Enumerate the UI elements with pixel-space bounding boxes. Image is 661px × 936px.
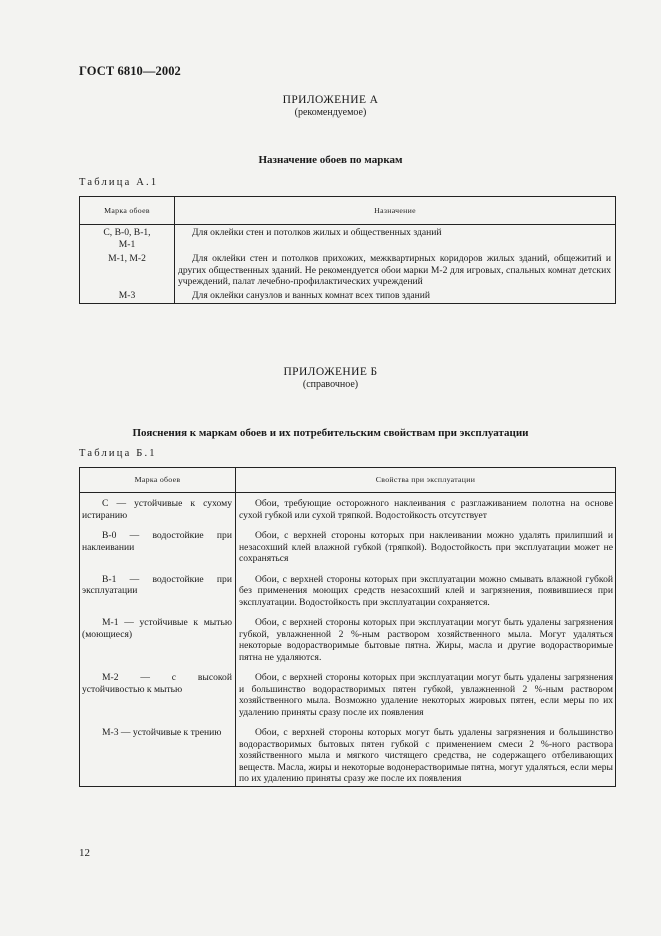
appendix-b-subtitle: (справочное) (302, 379, 359, 390)
table-row (80, 565, 616, 609)
table-a1-cell-mark: С, В-0, В-1, М-1 (80, 225, 175, 251)
table-a1-cell-purpose (175, 225, 616, 251)
table-b1-cell-props: Обои, с верхней стороны которых при эксплуатации могут быть удалены загрязнения и большинство водорастворимых пятен губкой, увлажненной 2 %-ным раствором хозяйственного мыла. Возможно удаление некоторых жировых пятен, если меры по их удалению приняты сразу после их появления (236, 663, 616, 718)
table-a1-header-purpose: Назначение (175, 197, 616, 225)
appendix-a-subtitle: (рекомендуемое) (294, 107, 367, 118)
table-b1-label: Таблица Б.1 (79, 448, 157, 459)
standard-header: ГОСТ 6810—2002 (79, 64, 181, 78)
table-b1-header-props: Свойства при эксплуатации (236, 468, 616, 493)
table-a1-cell-purpose-text: Для оклейки стен и потолков жилых и общественных зданий (192, 227, 442, 238)
table-row (80, 225, 616, 251)
table-row (80, 493, 616, 522)
table-b1-header-mark: Марка обоев (80, 468, 236, 493)
table-b1-cell-mark: С — устойчивые к сухому истиранию (80, 493, 236, 522)
table-a1-cell-purpose-text: Для оклейки стен и потолков прихожих, межквартирных коридоров жилых зданий, общежитий и других общественных зданий. Не рекомендуется обои марки М-2 для игровых, спальных комнат детских учреждений, палат лечебно-профилактических учреждений (178, 253, 611, 287)
appendix-b-heading: Пояснения к маркам обоев и их потребительским свойствам при эксплуатации (132, 427, 529, 439)
table-a1-cell-mark: М-1, М-2 (80, 250, 175, 288)
table-b1-cell-props: Обои, с верхней стороны которых при наклеивании можно удалять прилипший и незасохший клей влажной губкой (тряпкой). Водостойкость при эксплуатации может не сохраняться (236, 521, 616, 565)
table-a1-cell-purpose (175, 288, 616, 304)
table-b1-cell-mark: В-0 — водостойкие при наклеивании (80, 521, 236, 565)
table-row (80, 288, 616, 304)
table-b1-cell-mark: М-3 — устойчивые к трению (80, 718, 236, 786)
table-b1-cell-props: Обои, с верхней стороны которых при эксплуатации можно смывать влажной губкой без применения моющих средств незасохший клей и загрязнения, появившиеся при эксплуатации. Водостойкость при эксплуатации сохраняется. (236, 565, 616, 609)
page-number: 12 (79, 847, 90, 859)
table-row (80, 250, 616, 288)
table-a1-header-mark: Марка обоев (80, 197, 175, 225)
table-b1-cell-props: Обои, требующие осторожного наклеивания с разглаживанием полотна на основе сухой губкой или сухой тряпкой. Водостойкость отсутствует (236, 493, 616, 522)
table-b1-cell-mark: В-1 — водостойкие при эксплуатации (80, 565, 236, 609)
table-a1 (79, 196, 616, 304)
table-b1 (79, 467, 616, 787)
table-row (80, 521, 616, 565)
table-a1-label: Таблица А.1 (79, 177, 159, 188)
appendix-b-title: ПРИЛОЖЕНИЕ Б (283, 366, 378, 378)
table-row (80, 663, 616, 718)
table-b1-cell-props: Обои, с верхней стороны которых при эксплуатации могут быть удалены загрязнения губкой, увлажненной 2 %-ным раствором хозяйственного мыла. Могут удаляться некоторые водорастворимые бытовые пятна. Жиры, масла и другие водорастворимые пятна не удаляются. (236, 608, 616, 663)
table-b1-cell-mark: М-2 — с высокой устойчивостью к мытью (80, 663, 236, 718)
table-row (80, 718, 616, 786)
table-b1-cell-props: Обои, с верхней стороны которых могут быть удалены загрязнения и большинство водорастворимых бытовых пятен губкой с применением смеси 2 %-ного раствора хозяйственного мыла и мягкого чистящего средства, не содержащего отбеливающих веществ. Масла, жиры и некоторые водонерастворимые пятна, могут удаляться, если меры по их удалению приняты сразу же после их появления (236, 718, 616, 786)
appendix-a-heading: Назначение обоев по маркам (258, 154, 403, 166)
table-a1-cell-purpose (175, 250, 616, 288)
table-row (80, 608, 616, 663)
table-a1-cell-mark: М-3 (80, 288, 175, 304)
appendix-a-title: ПРИЛОЖЕНИЕ А (282, 94, 379, 106)
table-b1-cell-mark: М-1 — устойчивые к мытью (моющиеся) (80, 608, 236, 663)
table-a1-cell-purpose-text: Для оклейки санузлов и ванных комнат всех типов зданий (192, 289, 431, 301)
